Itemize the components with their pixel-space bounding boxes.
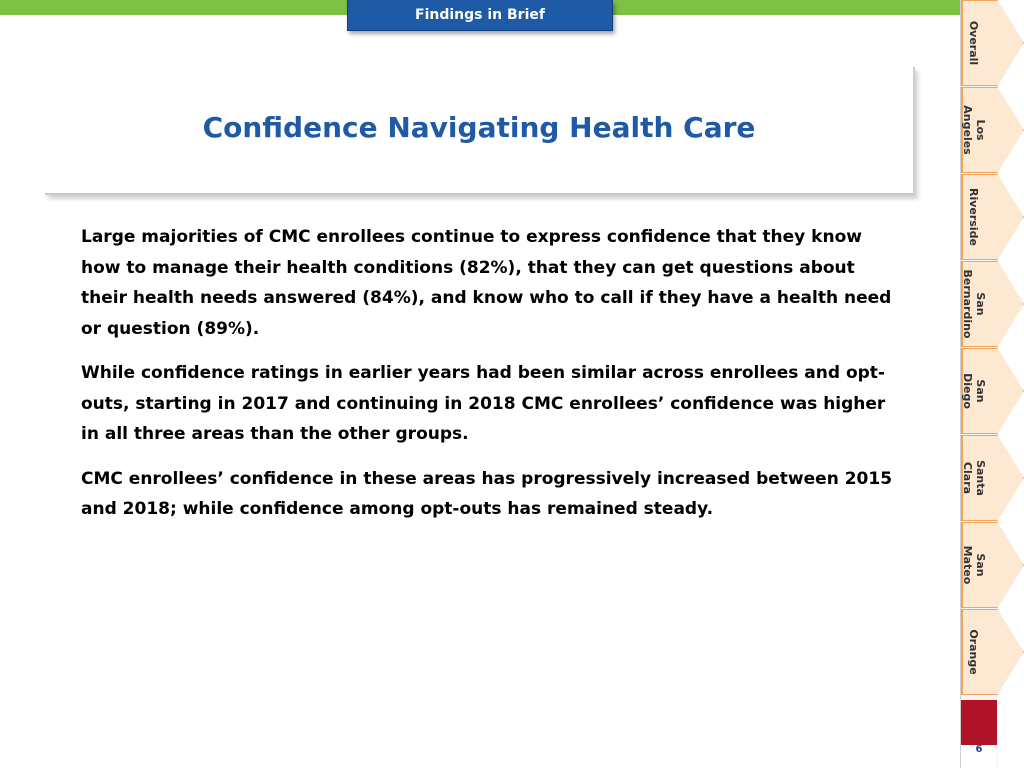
side-tab-label-overall: Overall: [967, 20, 981, 66]
side-tab-label-san-diego: San Diego: [961, 373, 987, 409]
paragraph-confidence-majorities: Large majorities of CMC enrollees continue to express confidence that they know how to manage their health conditions (82%), that they can get questions about their health needs answered (84%), and know who to call if they have a health need or question (89%).: [81, 227, 892, 339]
side-tab-overall[interactable]: [961, 0, 1024, 86]
side-tab-los-angeles[interactable]: [961, 87, 1024, 173]
side-tab-san-bernardino[interactable]: [961, 261, 1024, 347]
side-tab-san-diego[interactable]: [961, 348, 1024, 434]
side-tab-orange[interactable]: [961, 609, 1024, 695]
side-tab-label-santa-clara: Santa Clara: [961, 460, 987, 496]
side-tab-label-los-angeles: Los Angeles: [961, 105, 987, 155]
side-tab-label-orange: Orange: [967, 629, 981, 675]
side-tab-santa-clara[interactable]: [961, 435, 1024, 521]
side-tab-label-riverside: Riverside: [967, 188, 981, 246]
side-tab-label-san-bernardino: San Bernardino: [961, 269, 987, 339]
paragraph-enrollees-vs-optouts: While confidence ratings in earlier years had been similar across enrollees and opt-outs, starting in 2017 and continuing in 2018 CMC enrollees’ confidence was higher in all three areas than the other groups.: [81, 363, 886, 444]
page-marker: [961, 700, 997, 745]
title-box: [45, 67, 915, 195]
findings-in-brief-tab[interactable]: Findings in Brief: [347, 0, 613, 31]
side-tab-label-san-mateo: San Mateo: [961, 545, 987, 585]
side-tab-riverside[interactable]: [961, 174, 1024, 260]
side-tab-san-mateo[interactable]: [961, 522, 1024, 608]
page-number: 6: [975, 744, 983, 755]
paragraph-progressive-increase: CMC enrollees’ confidence in these areas has progressively increased between 2015 and 2018; while confidence among opt-outs has remained steady.: [81, 468, 893, 519]
slide-title: Confidence Navigating Health Care: [202, 111, 756, 144]
body-text: [81, 222, 901, 539]
